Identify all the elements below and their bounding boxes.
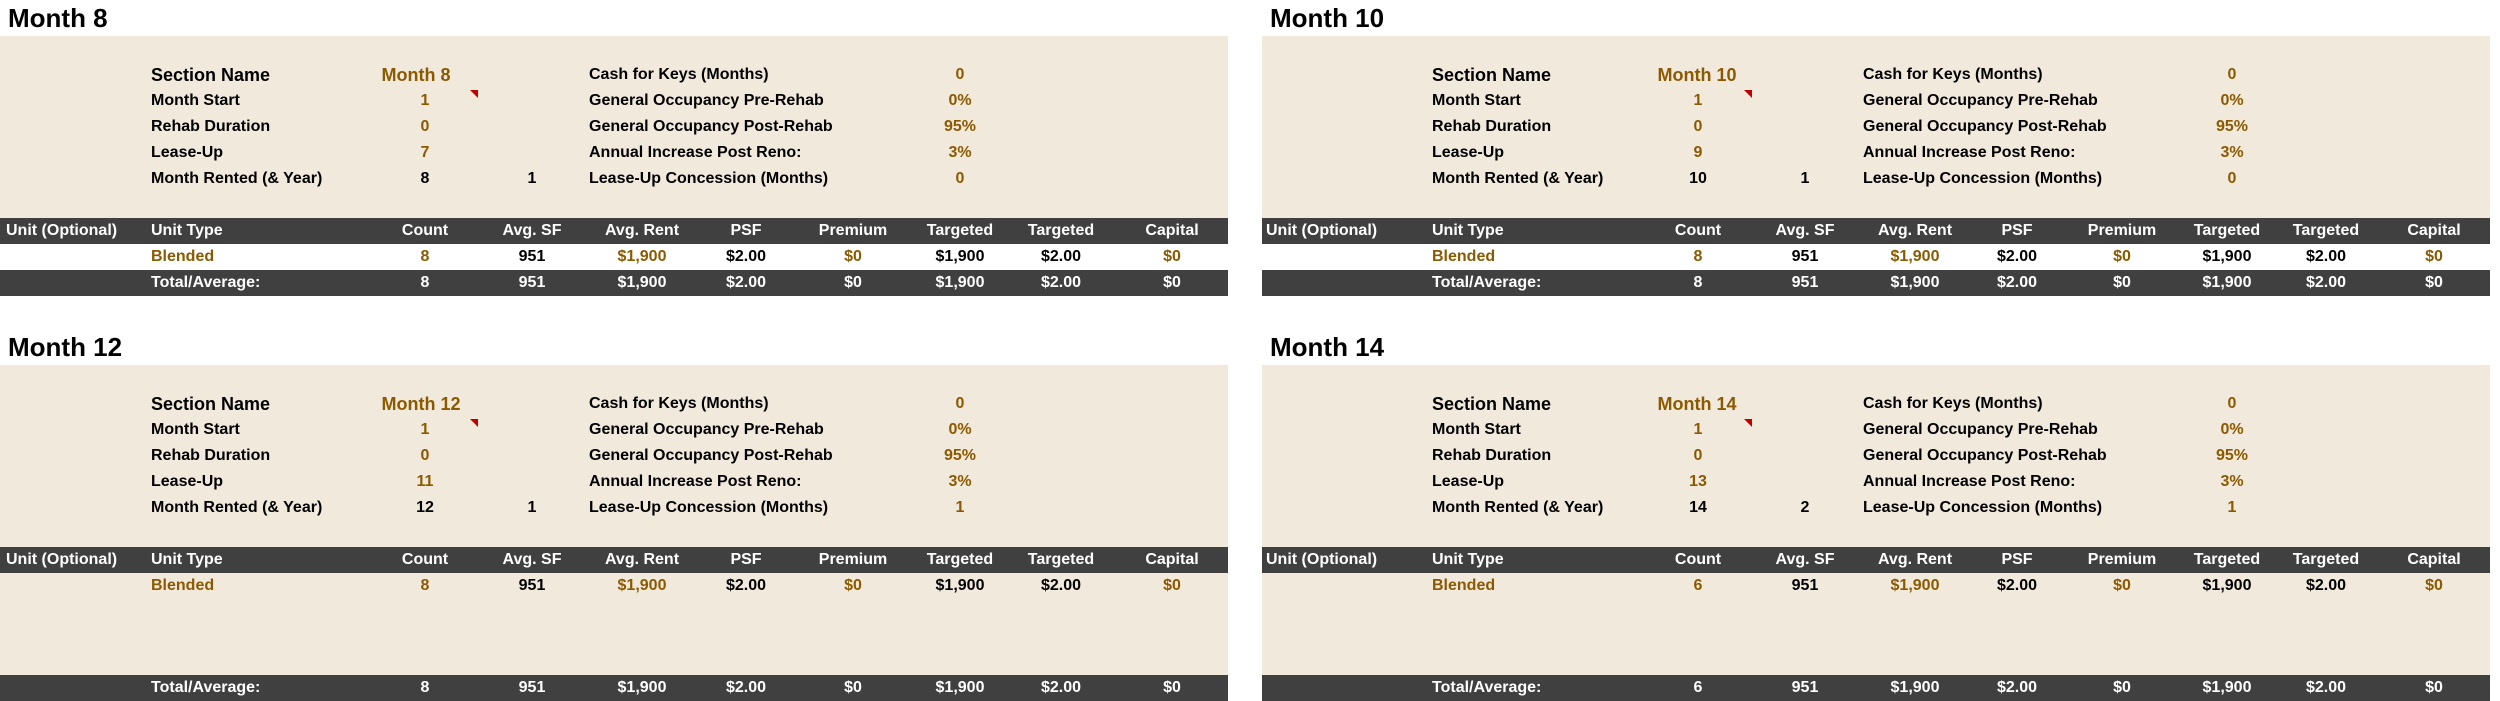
column-header: Targeted: [2193, 222, 2261, 239]
section-title: Month 12: [8, 332, 123, 362]
targeted-psf-cell: $2.00: [2305, 577, 2347, 594]
lease-up-cell[interactable]: 9: [1693, 144, 1703, 161]
total-psf: $2.00: [725, 679, 767, 696]
total-targeted-psf: $2.00: [1040, 274, 1082, 291]
capital-cell[interactable]: $0: [1163, 248, 1181, 265]
targeted-psf-cell: $2.00: [1040, 248, 1082, 265]
occupancy-post-rehab-cell[interactable]: 95%: [2215, 447, 2249, 464]
concession-label: Lease-Up Concession (Months): [589, 170, 829, 187]
section-name-label: Section Name: [151, 65, 271, 85]
input-row-section-name: [1262, 62, 2490, 88]
concession-cell[interactable]: 0: [2227, 170, 2237, 187]
input-row-section-name: [0, 62, 1228, 88]
total-targeted-psf: $2.00: [2305, 679, 2347, 696]
year-value: 1: [527, 170, 537, 187]
occupancy-pre-rehab-cell[interactable]: 0%: [2220, 421, 2244, 438]
month-start-cell[interactable]: 1: [420, 421, 430, 438]
rehab-duration-label: Rehab Duration: [1432, 118, 1552, 135]
input-row-rehab-duration: [0, 443, 1228, 469]
column-header: Premium: [2087, 222, 2157, 239]
column-header: Targeted: [1027, 551, 1095, 568]
input-row-month-start: [1262, 88, 2490, 114]
annual-increase-cell[interactable]: 3%: [948, 473, 972, 490]
lease-up-label: Lease-Up: [151, 144, 224, 161]
occupancy-pre-rehab-cell[interactable]: 0%: [2220, 92, 2244, 109]
total-label: Total/Average:: [1432, 274, 1542, 291]
total-capital: $0: [1163, 274, 1181, 291]
input-row-rehab-duration: [1262, 443, 2490, 469]
month-rented-label: Month Rented (& Year): [1432, 170, 1604, 187]
unit-table-header: [1262, 547, 2490, 573]
total-row: [1262, 675, 2490, 701]
section-title: Month 10: [1270, 3, 1385, 33]
total-label: Total/Average:: [1432, 679, 1542, 696]
cash-for-keys-label: Cash for Keys (Months): [1863, 66, 2043, 83]
occupancy-pre-rehab-cell[interactable]: 0%: [948, 421, 972, 438]
year-value: 2: [1800, 499, 1810, 516]
unit-table-row: [0, 244, 1228, 270]
concession-label: Lease-Up Concession (Months): [1863, 170, 2103, 187]
input-row-month-start: [1262, 417, 2490, 443]
column-header: Count: [1674, 222, 1722, 239]
month-section-panel: [1262, 329, 2490, 701]
cash-for-keys-cell[interactable]: 0: [2227, 395, 2237, 412]
premium-cell[interactable]: $0: [2113, 248, 2131, 265]
total-row: [1262, 270, 2490, 296]
month-rented-value: 8: [420, 170, 430, 187]
occupancy-post-rehab-label: General Occupancy Post-Rehab: [589, 447, 833, 464]
total-avg-rent: $1,900: [1890, 274, 1940, 291]
cash-for-keys-cell[interactable]: 0: [2227, 66, 2237, 83]
column-header: Count: [1674, 551, 1722, 568]
month-start-label: Month Start: [1432, 421, 1521, 438]
lease-up-label: Lease-Up: [1432, 473, 1505, 490]
annual-increase-cell[interactable]: 3%: [2220, 473, 2244, 490]
input-row-month-rented: [0, 495, 1228, 521]
month-start-cell[interactable]: 1: [420, 92, 430, 109]
section-title: Month 14: [1270, 332, 1385, 362]
total-count: 8: [1693, 274, 1703, 291]
total-capital: $0: [2425, 679, 2443, 696]
total-premium: $0: [844, 274, 862, 291]
column-header: Unit (Optional): [6, 222, 118, 239]
annual-increase-label: Annual Increase Post Reno:: [589, 144, 802, 161]
month-rented-value: 12: [416, 499, 434, 516]
count-cell[interactable]: 6: [1693, 577, 1703, 594]
cash-for-keys-label: Cash for Keys (Months): [1863, 395, 2043, 412]
total-targeted-psf: $2.00: [1040, 679, 1082, 696]
input-row-section-name: [1262, 391, 2490, 417]
column-header: Avg. Rent: [604, 222, 680, 239]
column-header: Targeted: [926, 222, 994, 239]
month-section-panel: [0, 0, 1228, 300]
input-row-lease-up: [1262, 140, 2490, 166]
avg-rent-cell[interactable]: $1,900: [617, 248, 667, 265]
column-header: Premium: [818, 551, 888, 568]
count-cell[interactable]: 8: [420, 577, 430, 594]
column-header: Count: [401, 222, 449, 239]
input-row-section-name: [0, 391, 1228, 417]
avg-sf-cell: 951: [1791, 248, 1819, 265]
avg-rent-cell[interactable]: $1,900: [617, 577, 667, 594]
month-start-label: Month Start: [151, 421, 240, 438]
total-capital: $0: [1163, 679, 1181, 696]
column-header: Unit (Optional): [1266, 551, 1378, 568]
targeted-rent-cell: $1,900: [2202, 248, 2252, 265]
targeted-psf-cell: $2.00: [1040, 577, 1082, 594]
input-row-lease-up: [1262, 469, 2490, 495]
unit-table-row: [1262, 244, 2490, 270]
targeted-rent-cell: $1,900: [935, 248, 985, 265]
count-cell[interactable]: 8: [420, 248, 430, 265]
cash-for-keys-cell[interactable]: 0: [955, 395, 965, 412]
month-section-panel: [1262, 0, 2490, 300]
total-avg-sf: 951: [1791, 274, 1819, 291]
input-row-lease-up: [0, 140, 1228, 166]
column-header: Premium: [818, 222, 888, 239]
psf-cell: $2.00: [725, 577, 767, 594]
total-avg-rent: $1,900: [1890, 679, 1940, 696]
targeted-psf-cell: $2.00: [2305, 248, 2347, 265]
total-avg-rent: $1,900: [617, 679, 667, 696]
rehab-duration-cell[interactable]: 0: [420, 447, 430, 464]
unit-type-cell[interactable]: Blended: [1432, 577, 1496, 594]
total-count: 8: [420, 679, 430, 696]
avg-rent-cell[interactable]: $1,900: [1890, 248, 1940, 265]
column-header: Targeted: [1027, 222, 1095, 239]
total-psf: $2.00: [1996, 274, 2038, 291]
input-row-rehab-duration: [1262, 114, 2490, 140]
unit-table-header: [1262, 218, 2490, 244]
comment-marker-icon[interactable]: [1744, 90, 1752, 98]
column-header: Unit (Optional): [6, 551, 118, 568]
avg-sf-cell: 951: [1791, 577, 1819, 594]
occupancy-pre-rehab-label: General Occupancy Pre-Rehab: [1863, 92, 2098, 109]
input-row-lease-up: [0, 469, 1228, 495]
concession-cell[interactable]: 0: [955, 170, 965, 187]
occupancy-post-rehab-label: General Occupancy Post-Rehab: [1863, 118, 2107, 135]
rehab-duration-cell[interactable]: 0: [1693, 118, 1703, 135]
capital-cell[interactable]: $0: [2425, 577, 2443, 594]
concession-cell[interactable]: 1: [955, 499, 965, 516]
unit-table-header: [0, 547, 1228, 573]
total-targeted-psf: $2.00: [2305, 274, 2347, 291]
annual-increase-cell[interactable]: 3%: [2220, 144, 2244, 161]
lease-up-cell[interactable]: 7: [420, 144, 430, 161]
lease-up-label: Lease-Up: [1432, 144, 1505, 161]
annual-increase-label: Annual Increase Post Reno:: [1863, 473, 2076, 490]
year-value: 1: [1800, 170, 1810, 187]
column-header: Targeted: [926, 551, 994, 568]
section-name-label: Section Name: [151, 394, 271, 414]
month-rented-value: 14: [1689, 499, 1707, 516]
annual-increase-label: Annual Increase Post Reno:: [1863, 144, 2076, 161]
premium-cell[interactable]: $0: [2113, 577, 2131, 594]
section-name-cell[interactable]: Month 10: [1657, 65, 1737, 85]
year-value: 1: [527, 499, 537, 516]
column-header: Unit (Optional): [1266, 222, 1378, 239]
occupancy-post-rehab-label: General Occupancy Post-Rehab: [589, 118, 833, 135]
rehab-duration-label: Rehab Duration: [151, 118, 271, 135]
total-targeted-rent: $1,900: [2202, 679, 2252, 696]
concession-label: Lease-Up Concession (Months): [589, 499, 829, 516]
total-avg-sf: 951: [1791, 679, 1819, 696]
input-row-rehab-duration: [0, 114, 1228, 140]
column-header: PSF: [730, 551, 762, 568]
column-header: Capital: [2407, 222, 2461, 239]
comment-marker-icon[interactable]: [470, 419, 478, 427]
comment-marker-icon[interactable]: [470, 90, 478, 98]
occupancy-pre-rehab-label: General Occupancy Pre-Rehab: [1863, 421, 2098, 438]
input-row-month-rented: [0, 166, 1228, 192]
column-header: Capital: [1145, 222, 1199, 239]
month-start-cell[interactable]: 1: [1693, 92, 1703, 109]
capital-cell[interactable]: $0: [2425, 248, 2443, 265]
total-avg-sf: 951: [518, 679, 546, 696]
column-header: Premium: [2087, 551, 2157, 568]
unit-table-header: [0, 218, 1228, 244]
month-start-label: Month Start: [151, 92, 240, 109]
rehab-duration-label: Rehab Duration: [1432, 447, 1552, 464]
column-header: PSF: [2001, 551, 2033, 568]
column-header: Avg. SF: [502, 222, 562, 239]
rehab-duration-cell[interactable]: 0: [1693, 447, 1703, 464]
psf-cell: $2.00: [725, 248, 767, 265]
total-row: [0, 270, 1228, 296]
total-label: Total/Average:: [151, 274, 261, 291]
column-header: Avg. Rent: [604, 551, 680, 568]
occupancy-pre-rehab-label: General Occupancy Pre-Rehab: [589, 421, 824, 438]
lease-up-label: Lease-Up: [151, 473, 224, 490]
unit-table-row: [0, 573, 1228, 599]
total-targeted-rent: $1,900: [935, 274, 985, 291]
rehab-duration-cell[interactable]: 0: [420, 118, 430, 135]
total-count: 6: [1693, 679, 1703, 696]
total-targeted-rent: $1,900: [935, 679, 985, 696]
column-header: Unit Type: [151, 551, 223, 568]
month-start-label: Month Start: [1432, 92, 1521, 109]
input-row-month-start: [0, 88, 1228, 114]
occupancy-post-rehab-cell[interactable]: 95%: [2215, 118, 2249, 135]
column-header: Avg. SF: [1775, 551, 1835, 568]
month-start-cell[interactable]: 1: [1693, 421, 1703, 438]
occupancy-pre-rehab-label: General Occupancy Pre-Rehab: [589, 92, 824, 109]
section-name-cell[interactable]: Month 8: [381, 65, 451, 85]
total-avg-sf: 951: [518, 274, 546, 291]
total-premium: $0: [844, 679, 862, 696]
column-header: Capital: [2407, 551, 2461, 568]
lease-up-cell[interactable]: 11: [416, 473, 434, 490]
column-header: Count: [401, 551, 449, 568]
concession-cell[interactable]: 1: [2227, 499, 2237, 516]
section-title: Month 8: [8, 3, 108, 33]
column-header: Targeted: [2193, 551, 2261, 568]
month-rented-value: 10: [1689, 170, 1707, 187]
column-header: Unit Type: [1432, 551, 1504, 568]
input-row-month-rented: [1262, 495, 2490, 521]
annual-increase-cell[interactable]: 3%: [948, 144, 972, 161]
occupancy-post-rehab-label: General Occupancy Post-Rehab: [1863, 447, 2107, 464]
section-name-label: Section Name: [1432, 65, 1552, 85]
input-row-month-rented: [1262, 166, 2490, 192]
psf-cell: $2.00: [1996, 248, 2038, 265]
concession-label: Lease-Up Concession (Months): [1863, 499, 2103, 516]
column-header: Capital: [1145, 551, 1199, 568]
month-rented-label: Month Rented (& Year): [151, 499, 323, 516]
premium-cell[interactable]: $0: [844, 248, 862, 265]
avg-rent-cell[interactable]: $1,900: [1890, 577, 1940, 594]
total-row: [0, 675, 1228, 701]
column-header: Avg. Rent: [1877, 551, 1953, 568]
section-name-cell[interactable]: Month 12: [381, 394, 461, 414]
premium-cell[interactable]: $0: [844, 577, 862, 594]
avg-sf-cell: 951: [518, 248, 546, 265]
total-label: Total/Average:: [151, 679, 261, 696]
total-targeted-rent: $1,900: [2202, 274, 2252, 291]
cash-for-keys-label: Cash for Keys (Months): [589, 395, 769, 412]
column-header: Targeted: [2292, 551, 2360, 568]
lease-up-cell[interactable]: 13: [1689, 473, 1707, 490]
unit-type-cell[interactable]: Blended: [151, 577, 215, 594]
column-header: Avg. SF: [1775, 222, 1835, 239]
column-header: Unit Type: [151, 222, 223, 239]
unit-type-cell[interactable]: Blended: [1432, 248, 1496, 265]
month-rented-label: Month Rented (& Year): [1432, 499, 1604, 516]
total-capital: $0: [2425, 274, 2443, 291]
column-header: PSF: [2001, 222, 2033, 239]
capital-cell[interactable]: $0: [1163, 577, 1181, 594]
occupancy-post-rehab-cell[interactable]: 95%: [943, 447, 977, 464]
input-row-month-start: [0, 417, 1228, 443]
column-header: Avg. SF: [502, 551, 562, 568]
month-section-panel: [0, 329, 1228, 701]
unit-type-cell[interactable]: Blended: [151, 248, 215, 265]
cash-for-keys-cell[interactable]: 0: [955, 66, 965, 83]
rehab-duration-label: Rehab Duration: [151, 447, 271, 464]
total-psf: $2.00: [725, 274, 767, 291]
column-header: Targeted: [2292, 222, 2360, 239]
comment-marker-icon[interactable]: [1744, 419, 1752, 427]
total-avg-rent: $1,900: [617, 274, 667, 291]
section-name-cell[interactable]: Month 14: [1657, 394, 1737, 414]
occupancy-pre-rehab-cell[interactable]: 0%: [948, 92, 972, 109]
total-premium: $0: [2113, 679, 2131, 696]
cash-for-keys-label: Cash for Keys (Months): [589, 66, 769, 83]
month-rented-label: Month Rented (& Year): [151, 170, 323, 187]
column-header: Avg. Rent: [1877, 222, 1953, 239]
avg-sf-cell: 951: [518, 577, 546, 594]
unit-table-row: [1262, 573, 2490, 599]
column-header: Unit Type: [1432, 222, 1504, 239]
count-cell[interactable]: 8: [1693, 248, 1703, 265]
section-name-label: Section Name: [1432, 394, 1552, 414]
annual-increase-label: Annual Increase Post Reno:: [589, 473, 802, 490]
occupancy-post-rehab-cell[interactable]: 95%: [943, 118, 977, 135]
column-header: PSF: [730, 222, 762, 239]
psf-cell: $2.00: [1996, 577, 2038, 594]
targeted-rent-cell: $1,900: [935, 577, 985, 594]
total-premium: $0: [2113, 274, 2131, 291]
total-count: 8: [420, 274, 430, 291]
targeted-rent-cell: $1,900: [2202, 577, 2252, 594]
total-psf: $2.00: [1996, 679, 2038, 696]
